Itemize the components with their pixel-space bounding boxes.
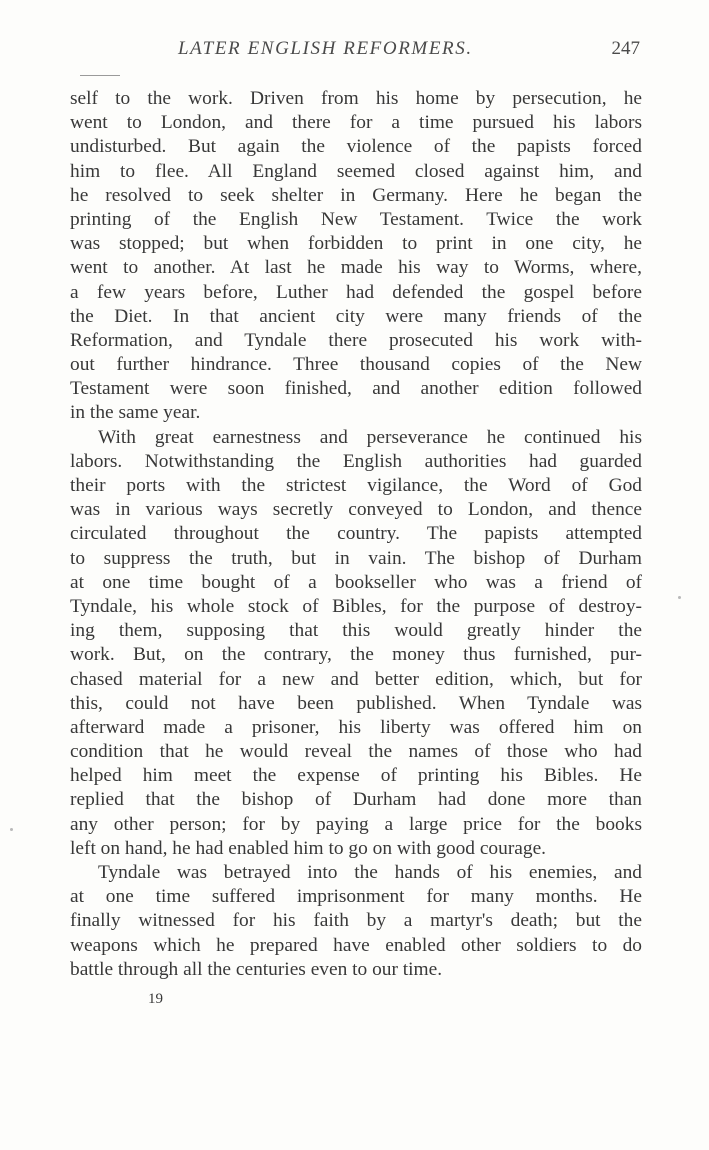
text-line: a few years before, Luther had defended the gospel before bbox=[70, 281, 642, 303]
text-line: finally witnessed for his faith by a martyr's death; but the bbox=[70, 910, 642, 932]
text-line: chased material for a new and better edition, which, but for bbox=[70, 668, 642, 690]
text-line: any other person; for by paying a large price for the books bbox=[70, 813, 642, 835]
text-line: out further hindrance. Three thousand copies of the New bbox=[70, 354, 642, 376]
text-line: Tyndale, his whole stock of Bibles, for the purpose of destroy- bbox=[70, 595, 642, 617]
text-line: went to London, and there for a time pursued his labors bbox=[70, 112, 642, 134]
text-line: at one time suffered imprisonment for many months. He bbox=[70, 886, 642, 908]
text-line: undisturbed. But again the violence of the papists forced bbox=[70, 136, 642, 158]
text-line: was in various ways secretly conveyed to London, and thence bbox=[70, 499, 642, 521]
text-line: in the same year. bbox=[70, 402, 201, 424]
text-line: their ports with the strictest vigilance, the Word of God bbox=[70, 475, 642, 496]
text-line: to suppress the truth, but in vain. The bishop of Durham bbox=[70, 547, 642, 569]
text-line: work. But, on the contrary, the money thus furnished, pur- bbox=[70, 644, 642, 666]
page-number: 247 bbox=[611, 38, 640, 59]
header-rule bbox=[80, 75, 120, 76]
paper-speck bbox=[678, 596, 681, 599]
text-line: ing them, supposing that this would greatly hinder the bbox=[70, 620, 642, 642]
text-line: self to the work. Driven from his home by persecution, he bbox=[70, 88, 642, 109]
paper-speck bbox=[10, 828, 13, 831]
text-line: battle through all the centuries even to our time. bbox=[70, 958, 443, 980]
running-title: LATER ENGLISH REFORMERS. bbox=[178, 38, 473, 59]
running-head bbox=[178, 38, 640, 62]
text-line: With great earnestness and perseverance he continued his bbox=[98, 426, 642, 448]
text-line: at one time bought of a bookseller who was a friend of bbox=[70, 571, 642, 593]
text-line: afterward made a prisoner, his liberty was offered him on bbox=[70, 716, 642, 738]
text-line: Reformation, and Tyndale there prosecuted his work with- bbox=[70, 329, 642, 351]
text-line: the Diet. In that ancient city were many friends of the bbox=[70, 305, 642, 327]
text-line: he resolved to seek shelter in Germany. Here he began the bbox=[70, 184, 642, 206]
text-line: him to flee. All England seemed closed against him, and bbox=[70, 160, 642, 182]
paragraph-1 bbox=[70, 87, 642, 426]
text-line: printing of the English New Testament. Twice the work bbox=[70, 208, 642, 230]
text-line: weapons which he prepared have enabled other soldiers to do bbox=[70, 934, 642, 956]
paragraph-3 bbox=[70, 861, 642, 982]
text-line: Tyndale was betrayed into the hands of his enemies, and bbox=[98, 862, 642, 883]
text-line: condition that he would reveal the names of those who had bbox=[70, 741, 642, 763]
text-line: went to another. At last he made his way to Worms, where, bbox=[70, 257, 642, 279]
text-line: labors. Notwithstanding the English authorities had guarded bbox=[70, 450, 642, 472]
text-line: Testament were soon finished, and another edition followed bbox=[70, 378, 642, 400]
text-line: helped him meet the expense of printing his Bibles. He bbox=[70, 765, 642, 787]
text-line: circulated throughout the country. The papists attempted bbox=[70, 523, 642, 545]
text-line: was stopped; but when forbidden to print in one city, he bbox=[70, 233, 642, 255]
paragraph-2 bbox=[70, 426, 642, 861]
text-line: left on hand, he had enabled him to go on with good courage. bbox=[70, 837, 547, 859]
text-line: replied that the bishop of Durham had done more than bbox=[70, 789, 642, 811]
signature-mark: 19 bbox=[148, 991, 163, 1007]
body-text bbox=[70, 87, 642, 982]
text-line: this, could not have been published. When Tyndale was bbox=[70, 692, 642, 714]
